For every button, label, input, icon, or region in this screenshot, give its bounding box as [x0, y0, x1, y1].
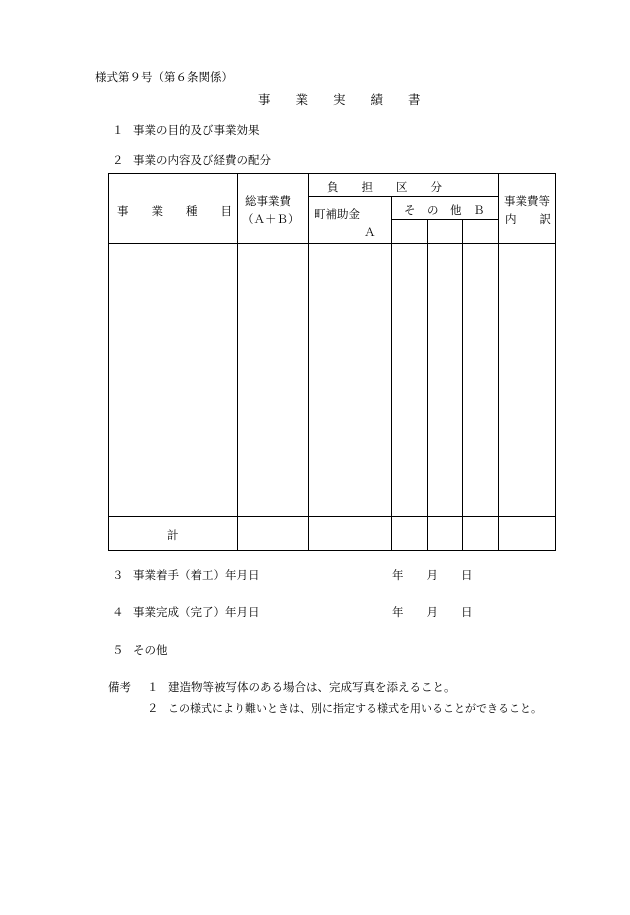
note1-text: 建造物等被写体のある場合は、完成写真を添えること。 [168, 680, 456, 694]
item4-date: 年 月 日 [392, 605, 473, 619]
item5-number: ５ [112, 643, 124, 657]
item3-number: ３ [112, 568, 124, 582]
page-title: 事 業 実 績 書 [258, 92, 421, 107]
note2-text: この様式により難いときは、別に指定する様式を用いることができること。 [168, 702, 542, 715]
item3-label: 事業着手（着工）年月日 [133, 568, 260, 582]
table-hline-header [108, 243, 556, 244]
header-jigyo-shumoku: 事 業 種 目 [117, 204, 232, 218]
table-vline-4 [427, 219, 428, 551]
note1-number: １ [147, 680, 159, 694]
table-vline-5 [462, 219, 463, 551]
table-vline-3 [391, 196, 392, 551]
header-cho-hojokin-line2: Ａ [364, 225, 376, 239]
note2-number: ２ [147, 701, 159, 715]
item2-number: ２ [112, 153, 124, 167]
header-sonota: そ の 他 Ｂ [404, 203, 485, 217]
table-vline-2 [308, 173, 309, 551]
header-futan-kubun: 負 担 区 分 [327, 180, 442, 194]
notes-label: 備考 [108, 680, 131, 694]
item4-number: ４ [112, 605, 124, 619]
header-uchiwake-line2: 内 訳 [505, 212, 551, 226]
header-sou-jigyohi-line1: 総事業費 [245, 194, 291, 208]
item2-label: 事業の内容及び経費の配分 [133, 153, 271, 167]
header-sou-jigyohi-line2: （Ａ＋Ｂ） [242, 212, 300, 226]
table-vline-1 [237, 173, 238, 551]
header-uchiwake-line1: 事業費等 [504, 194, 550, 208]
table-hline-total [108, 516, 556, 517]
table-hline-futan [308, 196, 498, 197]
table-vline-6 [498, 173, 499, 551]
table-hline-sonota [391, 219, 498, 220]
item1-number: １ [112, 123, 124, 137]
form-number: 様式第９号（第６条関係） [95, 70, 233, 84]
item5-label: その他 [133, 643, 168, 657]
table-frame [108, 173, 556, 551]
item4-label: 事業完成（完了）年月日 [133, 605, 260, 619]
total-label: 計 [167, 528, 179, 542]
item1-label: 事業の目的及び事業効果 [133, 123, 260, 137]
item3-date: 年 月 日 [392, 568, 473, 582]
header-cho-hojokin-line1: 町補助金 [314, 207, 360, 221]
